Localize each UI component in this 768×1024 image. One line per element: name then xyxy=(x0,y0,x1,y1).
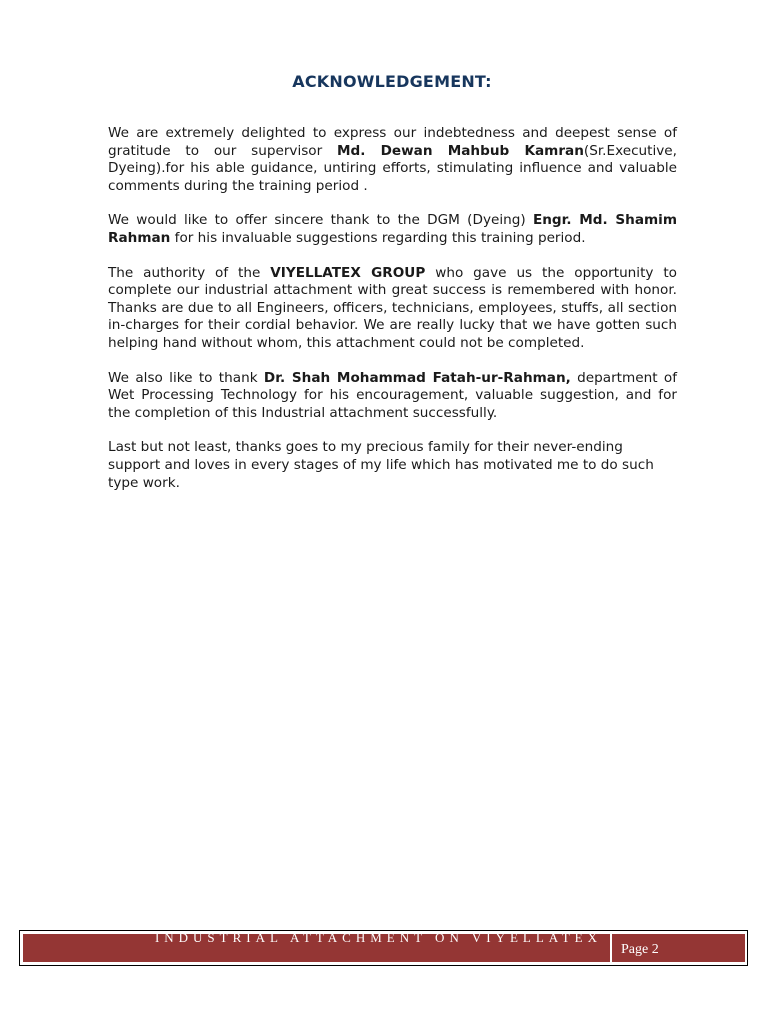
paragraph-dgm xyxy=(108,212,677,247)
paragraph-text: We would like to offer sincere thank to the DGM (Dyeing) xyxy=(108,212,533,229)
footer-page-box xyxy=(612,934,745,962)
paragraph-text: who gave us the opportunity to complete our industrial attachment with great success is remembered with honor. Thanks are due to all Engineers, officers, technicians, employees, stuffs, all section in-charges for their cordial behavior. We are really lucky that we have gotten such helping hand without whom, this attachment could not be completed. xyxy=(108,264,677,351)
page-footer xyxy=(19,930,748,966)
paragraph-family xyxy=(108,439,674,492)
teacher-name: Dr. Shah Mohammad Fatah-ur-Rahman, xyxy=(263,369,571,386)
paragraph-supervisor xyxy=(108,125,677,195)
paragraph-text: We also like to thank xyxy=(108,369,264,386)
supervisor-name: Md. Dewan Mahbub Kamran xyxy=(337,142,584,159)
company-name: VIYELLATEX GROUP xyxy=(270,264,426,281)
paragraph-teacher xyxy=(108,370,677,423)
footer-title-bar xyxy=(23,930,610,962)
paragraph-authority xyxy=(108,265,677,353)
paragraph-text: We are extremely delighted to express our indebtedness and deepest sense of gratitude to our supervisor xyxy=(108,125,677,159)
paragraph-text: The authority of the xyxy=(108,264,271,281)
footer-title: INDUSTRIAL ATTACHMENT ON VIYELLATEX xyxy=(154,930,602,945)
paragraph-text: for his invaluable suggestions regarding this training period. xyxy=(170,229,586,246)
dgm-name: Engr. Md. Shamim Rahman xyxy=(108,212,678,246)
paragraph-text: Last but not least, thanks goes to my precious family for their never-ending support and loves in every stages of my life which has motivated me to do such type work. xyxy=(108,439,654,491)
acknowledgement-body xyxy=(108,125,677,509)
page-title: ACKNOWLEDGEMENT: xyxy=(292,72,492,91)
page-number: Page 2 xyxy=(621,942,659,957)
paragraph-text: (Sr.Executive, Dyeing).for his able guidance, untiring efforts, stimulating influence and valuable comments during the training period . xyxy=(108,142,677,194)
paragraph-text: department of Wet Processing Technology for his encouragement, valuable suggestion, and for the completion of this Industrial attachment successfully. xyxy=(108,369,678,421)
